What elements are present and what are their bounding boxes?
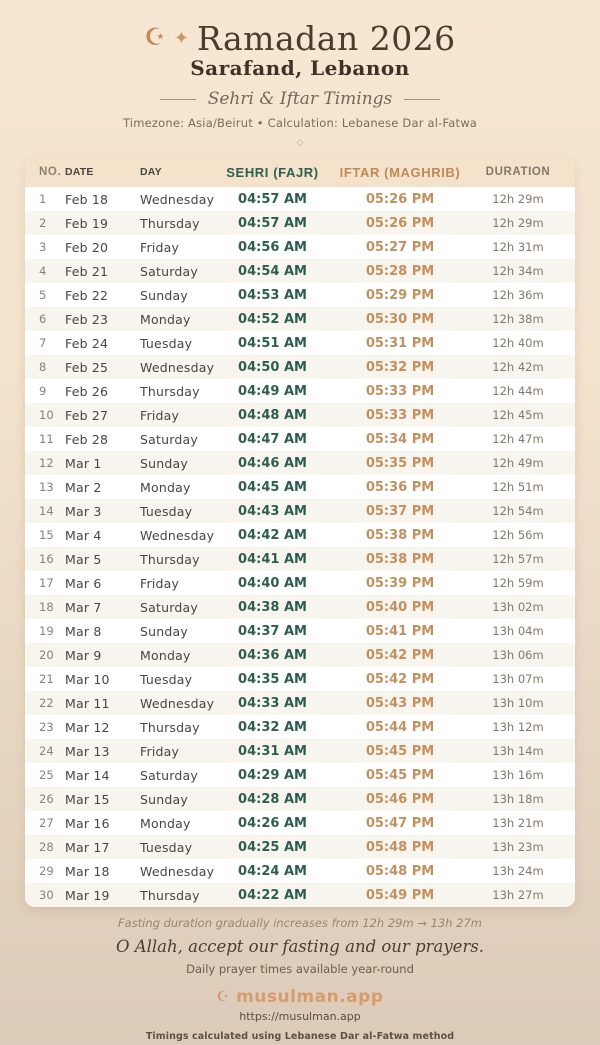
iftar-time: 05:36 PM	[365, 479, 435, 495]
duration-cell: 13h 16m	[492, 768, 544, 782]
table-row	[25, 403, 575, 427]
duration-cell: 13h 06m	[492, 648, 544, 662]
iftar-time: 05:31 PM	[365, 335, 435, 351]
date-cell: Feb 23	[65, 311, 109, 327]
duration-cell: 12h 44m	[492, 384, 544, 398]
date-cell: Mar 3	[65, 503, 102, 519]
duration-cell: 12h 31m	[492, 240, 544, 254]
sehri-time: 04:29 AM	[238, 767, 307, 783]
sehri-time: 04:37 AM	[238, 623, 307, 639]
table-row	[25, 331, 575, 355]
duration-cell: 12h 42m	[492, 360, 544, 374]
date-cell: Mar 12	[65, 719, 110, 735]
iftar-time: 05:34 PM	[365, 431, 435, 447]
iftar-time: 05:48 PM	[365, 863, 435, 879]
table-row	[25, 211, 575, 235]
sehri-time: 04:43 AM	[238, 503, 307, 519]
date-cell: Mar 18	[65, 863, 110, 879]
iftar-time: 05:47 PM	[365, 815, 435, 831]
table-row	[25, 451, 575, 475]
date-cell: Feb 19	[65, 215, 109, 231]
duration-cell: 12h 47m	[492, 432, 544, 446]
brand-crescent-icon: ☪	[216, 989, 230, 1005]
dua-text: O Allah, accept our fasting and our prayers.	[115, 937, 485, 956]
day-cell: Sunday	[140, 623, 188, 639]
iftar-time: 05:35 PM	[365, 455, 435, 471]
sehri-time: 04:31 AM	[238, 743, 307, 759]
iftar-time: 05:33 PM	[365, 407, 435, 423]
day-cell: Monday	[140, 479, 191, 495]
day-cell: Wednesday	[140, 863, 215, 879]
row-number: 8	[39, 360, 47, 374]
sparkle-icon: ✦	[173, 28, 189, 49]
day-cell: Tuesday	[140, 839, 193, 855]
brand-name: musulman.app	[236, 987, 384, 1007]
table-row	[25, 667, 575, 691]
day-cell: Wednesday	[140, 527, 215, 543]
row-number: 24	[39, 744, 54, 758]
row-number: 3	[39, 240, 47, 254]
table-row	[25, 787, 575, 811]
day-cell: Tuesday	[140, 335, 193, 351]
row-number: 11	[39, 432, 54, 446]
sehri-time: 04:41 AM	[238, 551, 307, 567]
iftar-time: 05:40 PM	[365, 599, 435, 615]
sehri-time: 04:25 AM	[238, 839, 307, 855]
sehri-time: 04:42 AM	[238, 527, 307, 543]
sehri-time: 04:26 AM	[238, 815, 307, 831]
table-row	[25, 283, 575, 307]
duration-cell: 12h 29m	[492, 192, 544, 206]
header	[0, 20, 600, 148]
row-number: 5	[39, 288, 47, 302]
row-number: 25	[39, 768, 54, 782]
brand-line	[0, 987, 600, 1007]
date-cell: Mar 1	[65, 455, 102, 471]
row-number: 9	[39, 384, 47, 398]
row-number: 10	[39, 408, 54, 422]
row-number: 26	[39, 792, 54, 806]
duration-cell: 13h 14m	[492, 744, 544, 758]
iftar-time: 05:39 PM	[365, 575, 435, 591]
table-row	[25, 379, 575, 403]
table-row	[25, 307, 575, 331]
sehri-time: 04:28 AM	[238, 791, 307, 807]
sehri-time: 04:47 AM	[238, 431, 307, 447]
day-cell: Wednesday	[140, 695, 215, 711]
table-row	[25, 691, 575, 715]
row-number: 4	[39, 264, 47, 278]
row-number: 2	[39, 216, 47, 230]
iftar-time: 05:27 PM	[365, 239, 435, 255]
table-row	[25, 739, 575, 763]
date-cell: Feb 25	[65, 359, 109, 375]
duration-cell: 12h 54m	[492, 504, 544, 518]
date-cell: Mar 10	[65, 671, 110, 687]
row-number: 29	[39, 864, 54, 878]
crescent-moon-icon: ☪	[144, 23, 166, 51]
row-number: 23	[39, 720, 54, 734]
day-cell: Thursday	[140, 383, 200, 399]
date-cell: Mar 5	[65, 551, 102, 567]
title-line	[0, 20, 600, 58]
table-row	[25, 715, 575, 739]
duration-cell: 13h 18m	[492, 792, 544, 806]
sehri-time: 04:51 AM	[238, 335, 307, 351]
day-cell: Tuesday	[140, 671, 193, 687]
date-cell: Mar 9	[65, 647, 102, 663]
date-cell: Mar 11	[65, 695, 110, 711]
sehri-time: 04:48 AM	[238, 407, 307, 423]
table-row	[25, 235, 575, 259]
date-cell: Feb 20	[65, 239, 109, 255]
footer	[0, 916, 600, 1042]
sehri-time: 04:33 AM	[238, 695, 307, 711]
day-cell: Friday	[140, 407, 180, 423]
iftar-time: 05:42 PM	[365, 671, 435, 687]
date-cell: Mar 19	[65, 887, 110, 903]
date-cell: Mar 6	[65, 575, 102, 591]
table-row	[25, 523, 575, 547]
col-header-duration: DURATION	[485, 166, 551, 178]
sehri-time: 04:53 AM	[238, 287, 307, 303]
row-number: 7	[39, 336, 47, 350]
diamond-ornament-icon: ◇	[296, 138, 304, 148]
sehri-time: 04:22 AM	[238, 887, 307, 903]
day-cell: Thursday	[140, 215, 200, 231]
sehri-time: 04:52 AM	[238, 311, 307, 327]
table-header-row	[25, 157, 575, 187]
sehri-time: 04:24 AM	[238, 863, 307, 879]
day-cell: Saturday	[140, 431, 198, 447]
day-cell: Saturday	[140, 767, 198, 783]
row-number: 21	[39, 672, 54, 686]
row-number: 13	[39, 480, 54, 494]
sehri-time: 04:57 AM	[238, 215, 307, 231]
iftar-time: 05:46 PM	[365, 791, 435, 807]
row-number: 17	[39, 576, 54, 590]
row-number: 1	[39, 192, 47, 206]
day-cell: Monday	[140, 647, 191, 663]
calculation-method-note: Timings calculated using Lebanese Dar al-Fatwa method	[145, 1031, 455, 1042]
iftar-time: 05:33 PM	[365, 383, 435, 399]
sehri-time: 04:40 AM	[238, 575, 307, 591]
sehri-time: 04:35 AM	[238, 671, 307, 687]
table-row	[25, 859, 575, 883]
sehri-time: 04:46 AM	[238, 455, 307, 471]
day-cell: Sunday	[140, 791, 188, 807]
day-cell: Tuesday	[140, 503, 193, 519]
duration-cell: 13h 10m	[492, 696, 544, 710]
day-cell: Friday	[140, 575, 180, 591]
location-title: Sarafand, Lebanon	[190, 56, 410, 80]
subtitle: Sehri & Iftar Timings	[207, 89, 393, 109]
date-cell: Mar 4	[65, 527, 102, 543]
duration-cell: 13h 07m	[492, 672, 544, 686]
table-row	[25, 187, 575, 211]
sehri-time: 04:57 AM	[238, 191, 307, 207]
row-number: 12	[39, 456, 54, 470]
day-cell: Monday	[140, 311, 191, 327]
table-row	[25, 499, 575, 523]
date-cell: Feb 27	[65, 407, 109, 423]
table-row	[25, 571, 575, 595]
iftar-time: 05:44 PM	[365, 719, 435, 735]
day-cell: Wednesday	[140, 191, 215, 207]
day-cell: Wednesday	[140, 359, 215, 375]
duration-cell: 12h 57m	[492, 552, 544, 566]
iftar-time: 05:45 PM	[365, 743, 435, 759]
date-cell: Feb 28	[65, 431, 109, 447]
tagline: Daily prayer times available year-round	[186, 962, 414, 976]
row-number: 18	[39, 600, 54, 614]
table-row	[25, 547, 575, 571]
row-number: 28	[39, 840, 54, 854]
iftar-time: 05:28 PM	[365, 263, 435, 279]
date-cell: Mar 14	[65, 767, 110, 783]
date-cell: Mar 15	[65, 791, 110, 807]
table-body	[25, 187, 575, 907]
iftar-time: 05:26 PM	[365, 191, 435, 207]
duration-cell: 13h 02m	[492, 600, 544, 614]
duration-cell: 13h 23m	[492, 840, 544, 854]
table-row	[25, 811, 575, 835]
duration-cell: 12h 59m	[492, 576, 544, 590]
row-number: 16	[39, 552, 54, 566]
duration-cell: 12h 51m	[492, 480, 544, 494]
row-number: 14	[39, 504, 54, 518]
day-cell: Thursday	[140, 719, 200, 735]
day-cell: Monday	[140, 815, 191, 831]
row-number: 22	[39, 696, 54, 710]
duration-cell: 13h 21m	[492, 816, 544, 830]
date-cell: Mar 16	[65, 815, 110, 831]
table-row	[25, 835, 575, 859]
iftar-time: 05:29 PM	[365, 287, 435, 303]
day-cell: Friday	[140, 743, 180, 759]
table-row	[25, 475, 575, 499]
day-cell: Thursday	[140, 887, 200, 903]
date-cell: Mar 17	[65, 839, 110, 855]
date-cell: Feb 24	[65, 335, 109, 351]
iftar-time: 05:30 PM	[365, 311, 435, 327]
row-number: 6	[39, 312, 47, 326]
date-cell: Mar 2	[65, 479, 102, 495]
row-number: 30	[39, 888, 54, 902]
date-cell: Mar 13	[65, 743, 110, 759]
page-title: Ramadan 2026	[196, 19, 456, 58]
iftar-time: 05:32 PM	[365, 359, 435, 375]
day-cell: Saturday	[140, 263, 198, 279]
col-header-sehri: SEHRI (FAJR)	[226, 164, 319, 180]
duration-cell: 12h 34m	[492, 264, 544, 278]
divider-line	[404, 99, 440, 100]
table-row	[25, 619, 575, 643]
day-cell: Friday	[140, 239, 180, 255]
duration-cell: 13h 12m	[492, 720, 544, 734]
day-cell: Sunday	[140, 287, 188, 303]
row-number: 20	[39, 648, 54, 662]
date-cell: Feb 26	[65, 383, 109, 399]
divider-line	[160, 99, 196, 100]
subtitle-row	[0, 89, 600, 109]
duration-cell: 12h 56m	[492, 528, 544, 542]
iftar-time: 05:45 PM	[365, 767, 435, 783]
date-cell: Feb 22	[65, 287, 109, 303]
duration-cell: 12h 29m	[492, 216, 544, 230]
col-header-iftar: IFTAR (MAGHRIB)	[339, 164, 461, 180]
sehri-time: 04:56 AM	[238, 239, 307, 255]
date-cell: Mar 7	[65, 599, 102, 615]
row-number: 15	[39, 528, 54, 542]
table-row	[25, 259, 575, 283]
sehri-time: 04:36 AM	[238, 647, 307, 663]
table-row	[25, 883, 575, 907]
date-cell: Mar 8	[65, 623, 102, 639]
duration-cell: 13h 04m	[492, 624, 544, 638]
date-cell: Feb 21	[65, 263, 109, 279]
row-number: 19	[39, 624, 54, 638]
table-row	[25, 595, 575, 619]
sehri-time: 04:32 AM	[238, 719, 307, 735]
sehri-time: 04:49 AM	[238, 383, 307, 399]
iftar-time: 05:48 PM	[365, 839, 435, 855]
day-cell: Thursday	[140, 551, 200, 567]
sehri-time: 04:50 AM	[238, 359, 307, 375]
iftar-time: 05:42 PM	[365, 647, 435, 663]
iftar-time: 05:38 PM	[365, 551, 435, 567]
duration-cell: 12h 45m	[492, 408, 544, 422]
duration-cell: 13h 27m	[492, 888, 544, 902]
sehri-time: 04:38 AM	[238, 599, 307, 615]
timezone-calculation-meta: Timezone: Asia/Beirut • Calculation: Lebanese Dar al-Fatwa	[122, 116, 478, 130]
duration-cell: 13h 24m	[492, 864, 544, 878]
duration-cell: 12h 36m	[492, 288, 544, 302]
duration-cell: 12h 38m	[492, 312, 544, 326]
timings-table	[25, 157, 575, 907]
table-row	[25, 643, 575, 667]
brand-url[interactable]: https://musulman.app	[239, 1010, 361, 1023]
sehri-time: 04:54 AM	[238, 263, 307, 279]
iftar-time: 05:38 PM	[365, 527, 435, 543]
iftar-time: 05:43 PM	[365, 695, 435, 711]
duration-cell: 12h 49m	[492, 456, 544, 470]
date-cell: Feb 18	[65, 191, 109, 207]
duration-cell: 12h 40m	[492, 336, 544, 350]
iftar-time: 05:49 PM	[365, 887, 435, 903]
day-cell: Sunday	[140, 455, 188, 471]
iftar-time: 05:41 PM	[365, 623, 435, 639]
iftar-time: 05:26 PM	[365, 215, 435, 231]
iftar-time: 05:37 PM	[365, 503, 435, 519]
row-number: 27	[39, 816, 54, 830]
duration-note: Fasting duration gradually increases from 12h 29m → 13h 27m	[117, 916, 483, 930]
table-row	[25, 355, 575, 379]
sehri-time: 04:45 AM	[238, 479, 307, 495]
col-header-date: DATE	[65, 166, 94, 178]
table-row	[25, 763, 575, 787]
day-cell: Saturday	[140, 599, 198, 615]
table-row	[25, 427, 575, 451]
col-header-no: NO.	[39, 166, 62, 178]
col-header-day: DAY	[140, 166, 162, 178]
